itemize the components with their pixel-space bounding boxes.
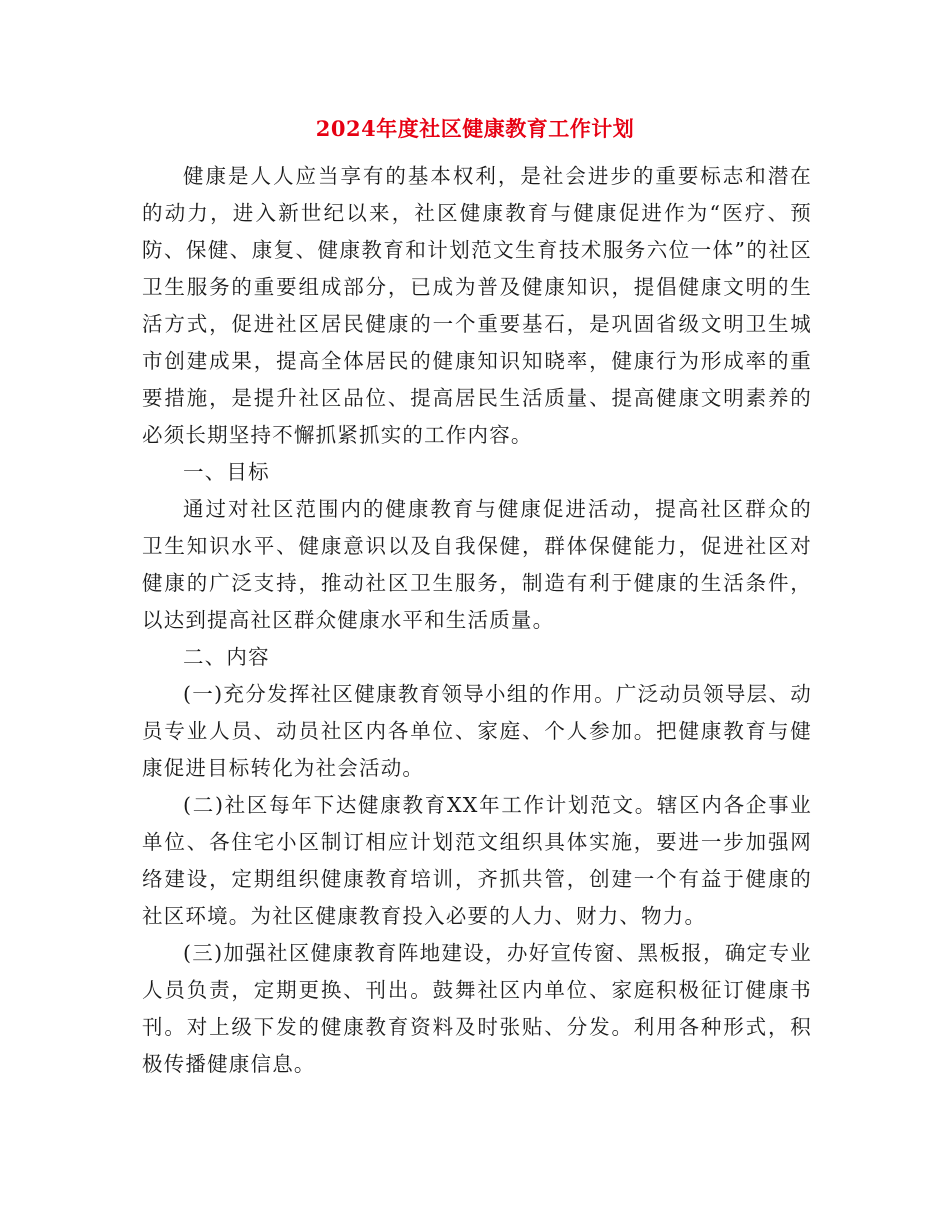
paragraph-goals: 通过对社区范围内的健康教育与健康促进活动，提高社区群众的卫生知识水平、健康意识以及自我保健，群体保健能力，促进社区对健康的广泛支持，推动社区卫生服务，制造有利于健康的生活条件，以达到提高社区群众健康水平和生活质量。 [142,497,812,632]
paragraph-intro: 健康是人人应当享有的基本权利，是社会进步的重要标志和潜在的动力，进入新世纪以来，社区健康教育与健康促进作为“医疗、预防、保健、康复、健康教育和计划范文生育技术服务六位一体”的社区卫生服务的重要组成部分，已成为普及健康知识，提倡健康文明的生活方式，促进社区居民健康的一个重要基石，是巩固省级文明卫生城市创建成果，提高全体居民的健康知识知晓率，健康行为形成率的重要措施，是提升社区品位、提高居民生活质量、提高健康文明素养的必须长期坚持不懈抓紧抓实的工作内容。 [142,164,812,447]
document-title: 2024年度社区健康教育工作计划 [315,116,635,141]
document-body [142,158,812,1083]
section-heading-content: 二、内容 [183,645,270,669]
paragraph-content-item-1: (一)充分发挥社区健康教育领导小组的作用。广泛动员领导层、动员专业人员、动员社区内各单位、家庭、个人参加。把健康教育与健康促进目标转化为社会活动。 [142,682,812,780]
section-heading-goals: 一、目标 [183,460,270,484]
paragraph-content-item-2: (二)社区每年下达健康教育XX年工作计划范文。辖区内各企事业单位、各住宅小区制订相应计划范文组织具体实施，要进一步加强网络建设，定期组织健康教育培训，齐抓共管，创建一个有益于健康的社区环境。为社区健康教育投入必要的人力、财力、物力。 [142,793,812,928]
paragraph-content-item-3: (三)加强社区健康教育阵地建设，办好宣传窗、黑板报，确定专业人员负责，定期更换、刊出。鼓舞社区内单位、家庭积极征订健康书刊。对上级下发的健康教育资料及时张贴、分发。利用各种形式，积极传播健康信息。 [142,941,812,1076]
